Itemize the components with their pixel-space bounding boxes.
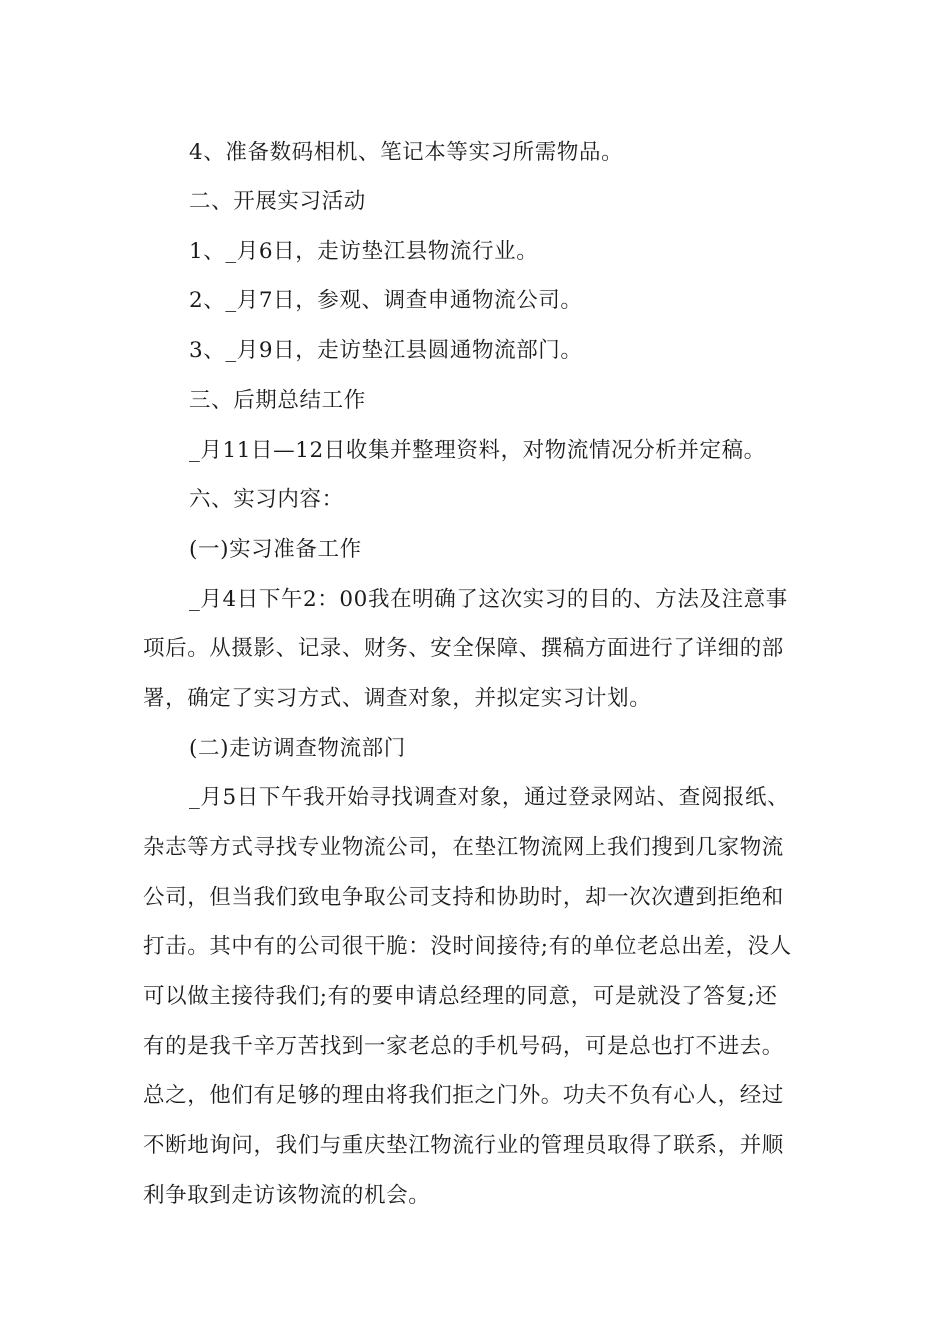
- paragraph-line: _月5日下午我开始寻找调查对象，通过登录网站、查阅报纸、: [189, 785, 790, 810]
- paragraph-line: 利争取到走访该物流的机会。: [143, 1183, 431, 1208]
- paragraph-line: 署，确定了实习方式、调查对象，并拟定实习计划。: [143, 686, 652, 711]
- paragraph-line: 可以做主接待我们;有的要申请总经理的同意，可是就没了答复;还: [143, 984, 778, 1009]
- section-heading-activities: 二、开展实习活动: [189, 189, 366, 214]
- list-item-preparation-4: 4、准备数码相机、笔记本等实习所需物品。: [189, 140, 624, 165]
- list-item-activity-3: 3、_月9日，走访垫江县圆通物流部门。: [189, 338, 583, 363]
- section-heading-content: 六、实习内容：: [189, 487, 344, 512]
- paragraph-line: 总之，他们有足够的理由将我们拒之门外。功夫不负有心人，经过: [143, 1083, 784, 1108]
- paragraph-line: 不断地询问，我们与重庆垫江物流行业的管理员取得了联系，并顺: [143, 1133, 784, 1158]
- list-item-activity-2: 2、_月7日，参观、调查申通物流公司。: [189, 288, 583, 313]
- paragraph-line: 公司，但当我们致电争取公司支持和协助时，却一次次遭到拒绝和: [143, 885, 784, 910]
- paragraph-line: 打击。其中有的公司很干脆：没时间接待;有的单位老总出差，没人: [143, 934, 792, 959]
- summary-paragraph: _月11日—12日收集并整理资料，对物流情况分析并定稿。: [189, 438, 766, 463]
- list-item-activity-1: 1、_月6日，走访垫江县物流行业。: [189, 239, 539, 264]
- subheading-preparation: (一)实习准备工作: [189, 537, 362, 562]
- section-heading-summary: 三、后期总结工作: [189, 388, 366, 413]
- paragraph-line: _月4日下午2：00我在明确了这次实习的目的、方法及注意事: [189, 587, 788, 612]
- paragraph-line: 项后。从摄影、记录、财务、安全保障、撰稿方面进行了详细的部: [143, 636, 784, 661]
- paragraph-line: 杂志等方式寻找专业物流公司，在垫江物流网上我们搜到几家物流: [143, 835, 784, 860]
- subheading-visit: (二)走访调查物流部门: [189, 736, 406, 761]
- paragraph-line: 有的是我千辛万苦找到一家老总的手机号码，可是总也打不进去。: [143, 1034, 784, 1059]
